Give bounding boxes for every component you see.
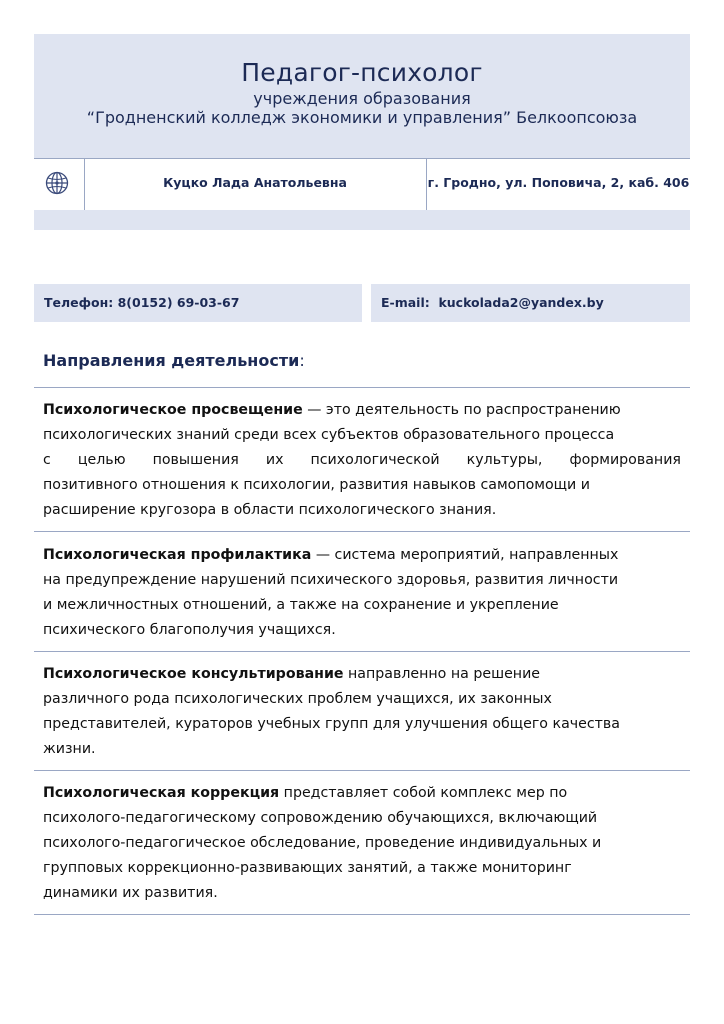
office-address: г. Гродно, ул. Поповича, 2, каб. 406 (427, 175, 690, 190)
item-text: психического благополучия учащихся. (43, 622, 336, 638)
item-line (43, 781, 601, 806)
item-text: психолого-педагогическому сопровождению обучающихся, включающий (43, 810, 598, 826)
item-line (43, 856, 601, 881)
item-text: групповых коррекционно-развивающих занятий, а также мониторинг (43, 860, 572, 876)
item-term: Психологическое просвещение (43, 402, 303, 418)
item-line (43, 881, 601, 906)
item-text: и межличностных отношений, а также на сохранение и укрепление (43, 597, 559, 613)
item-line (43, 712, 620, 737)
header-banner (34, 34, 690, 230)
item-line (43, 618, 618, 643)
title-block (34, 34, 690, 158)
item-text: жизни. (43, 741, 96, 757)
info-row (34, 158, 690, 210)
item-word: их (265, 452, 284, 468)
phone-box (34, 284, 362, 322)
item-word: с (43, 452, 51, 468)
item-line (43, 831, 601, 856)
item-line (43, 737, 620, 762)
item-line (43, 398, 681, 423)
item-text: представителей, кураторов учебных групп для улучшения общего качества (43, 716, 620, 732)
item-term: Психологическая коррекция (43, 785, 280, 801)
psychologist-name: Куцко Лада Анатольевна (163, 175, 347, 190)
item-text: направленно на решение (343, 666, 541, 682)
globe-icon (44, 170, 70, 196)
divider (34, 770, 690, 771)
item-text: на предупреждение нарушений психического здоровья, развития личности (43, 572, 619, 588)
item-text: различного рода психологических проблем учащихся, их законных (43, 691, 552, 707)
item-line (43, 687, 620, 712)
item-text: психолого-педагогическое обследование, проведение индивидуальных и (43, 835, 602, 851)
subtitle-institution: учреждения образования (253, 89, 471, 108)
divider (34, 651, 690, 652)
email-box (371, 284, 690, 322)
item-text: позитивного отношения к психологии, развития навыков самопомощи и (43, 477, 590, 493)
subtitle-college: “Гродненский колледж экономики и управления” Белкоопсоюза (86, 108, 638, 127)
page-title: Педагог-психолог (241, 58, 483, 87)
divider (34, 531, 690, 532)
item-text: — это деятельность по распространению (302, 402, 621, 418)
item-line-justified (43, 448, 681, 473)
logo-cell (34, 159, 85, 210)
item-text: психологических знаний среди всех субъектов образовательного процесса (43, 427, 615, 443)
item-line (43, 473, 681, 498)
list-item (43, 781, 601, 906)
item-term: Психологическое консультирование (43, 666, 344, 682)
section-title-text: Направления деятельности (43, 351, 300, 370)
item-text: динамики их развития. (43, 885, 218, 901)
divider (34, 914, 690, 915)
name-cell (84, 159, 427, 210)
divider (34, 387, 690, 388)
item-word: формирования (569, 452, 681, 468)
item-line (43, 543, 618, 568)
section-title (43, 351, 305, 370)
item-line (43, 662, 620, 687)
item-line (43, 806, 601, 831)
list-item (43, 543, 618, 643)
list-item (43, 662, 620, 762)
item-line (43, 593, 618, 618)
item-line (43, 568, 618, 593)
item-term: Психологическая профилактика (43, 547, 312, 563)
item-line (43, 498, 681, 523)
item-word: повышения (152, 452, 239, 468)
item-word: психологической (310, 452, 440, 468)
item-text: представляет собой комплекс мер по (279, 785, 568, 801)
item-line (43, 423, 681, 448)
item-text: — система мероприятий, направленных (311, 547, 619, 563)
phone-text: Телефон: 8(0152) 69-03-67 (44, 295, 240, 310)
item-word: целью (77, 452, 126, 468)
list-item (43, 398, 681, 523)
email-text: E-mail: kuckolada2@yandex.by (381, 295, 604, 310)
item-text: расширение кругозора в области психологического знания. (43, 502, 497, 518)
item-word: культуры, (466, 452, 543, 468)
section-title-colon: : (299, 351, 305, 370)
